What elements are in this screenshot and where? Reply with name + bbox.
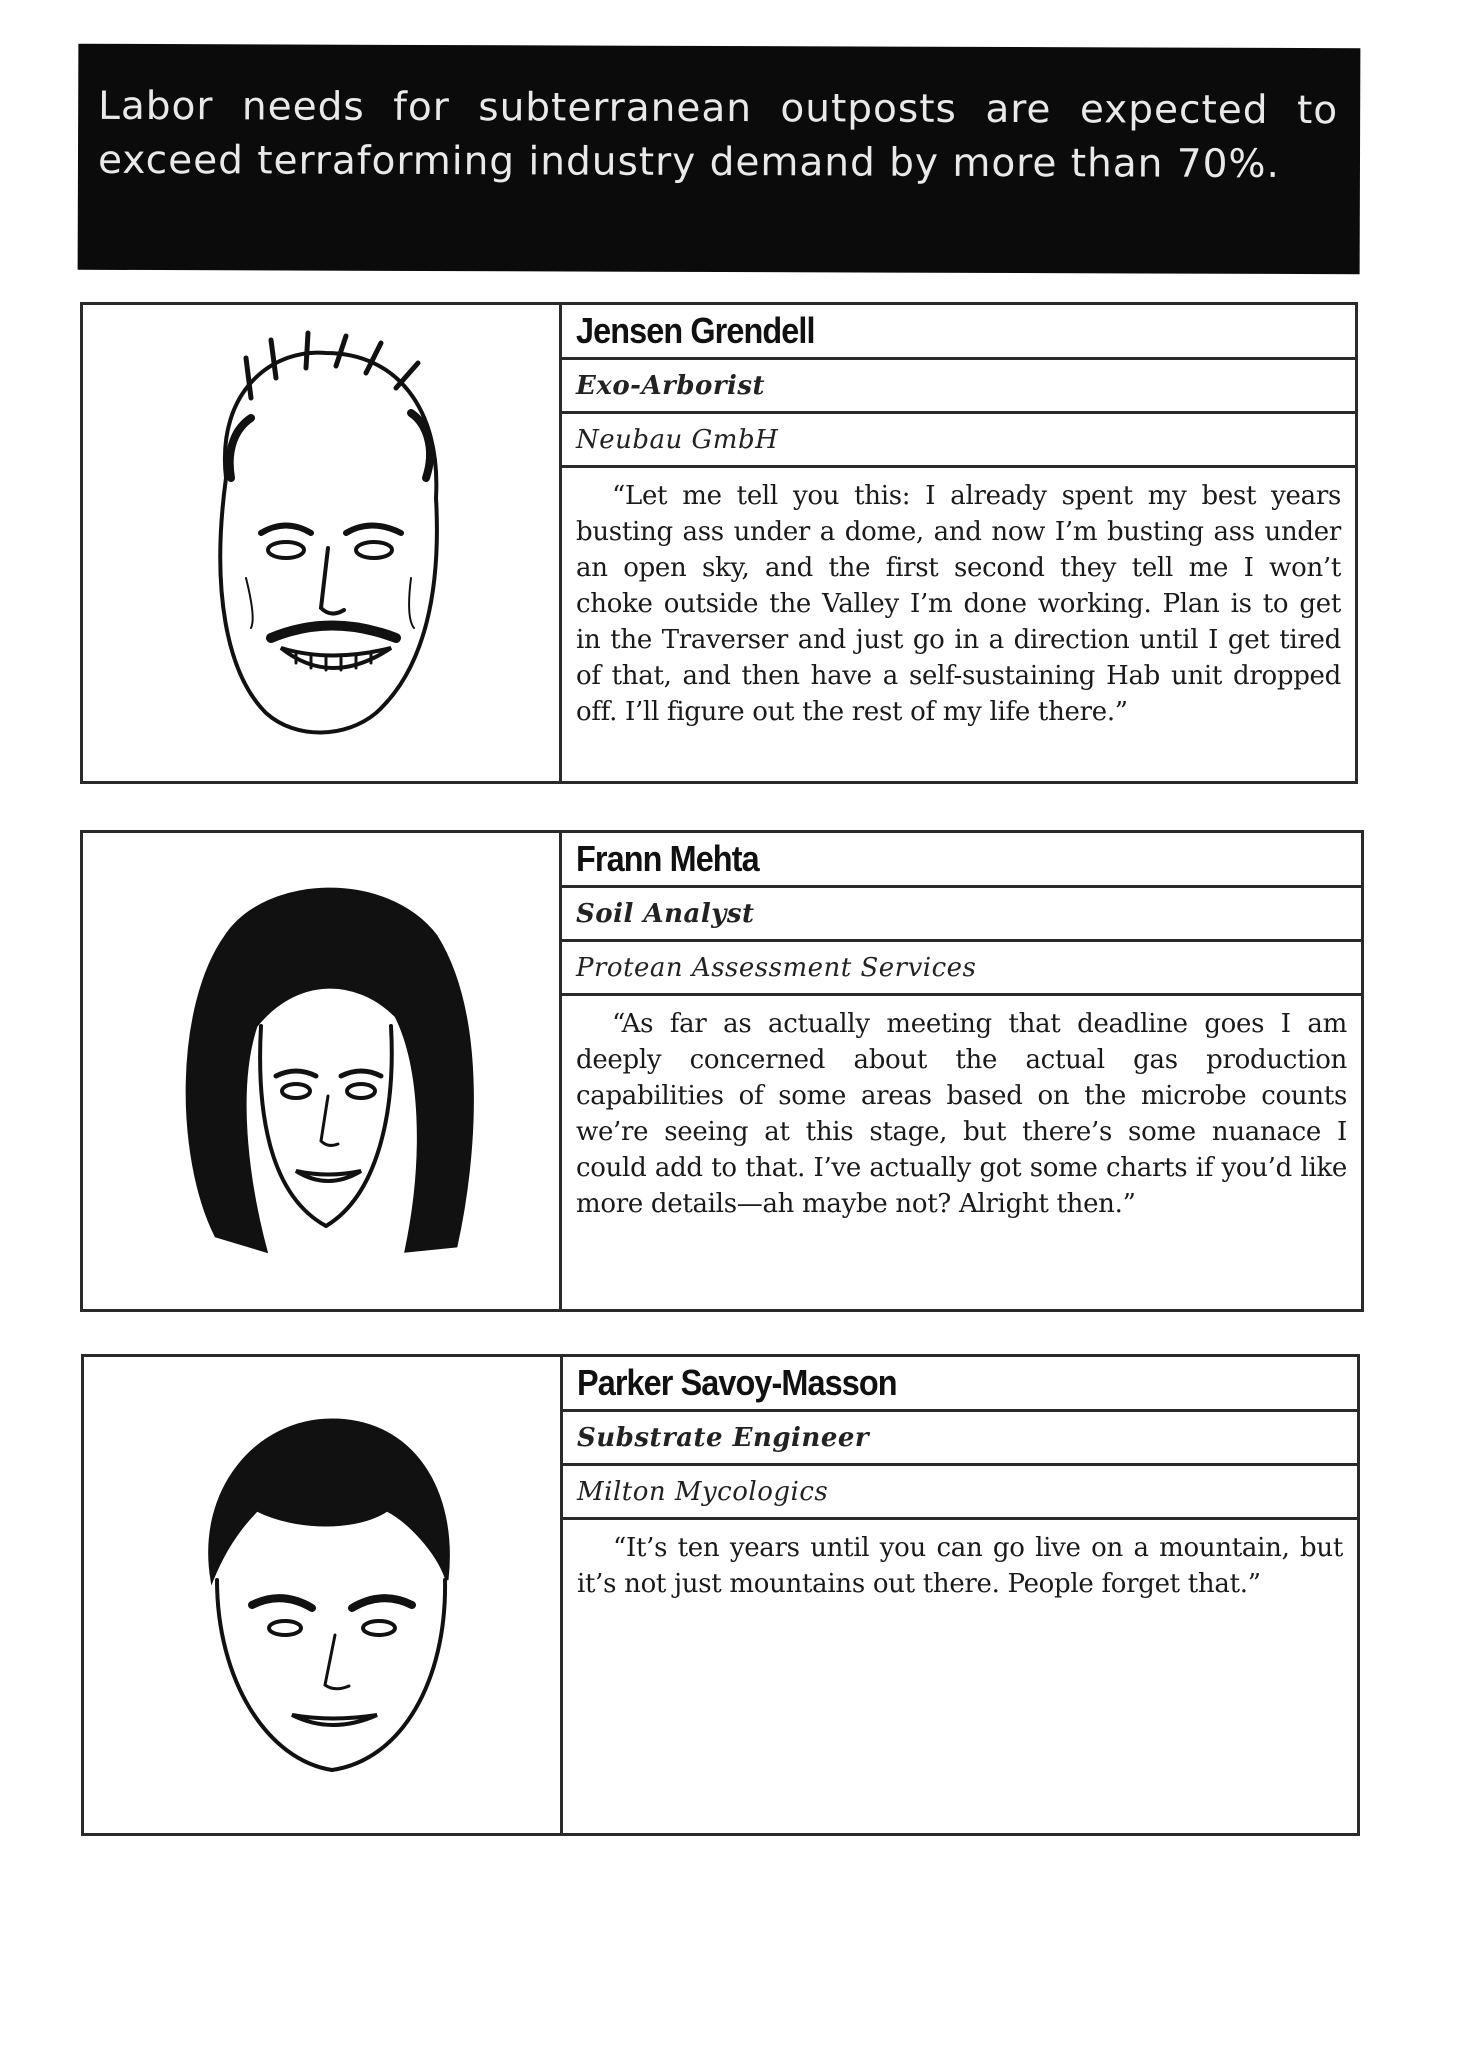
profile-card-mehta <box>80 830 1364 1312</box>
name-row <box>563 1357 1357 1412</box>
person-name: Parker Savoy-Masson <box>577 1362 897 1403</box>
quote-text <box>562 996 1361 1222</box>
banner-text: Labor needs for subterranean outposts are expected to exceed terraforming industry demand by more than 70%. <box>97 83 1339 187</box>
title-row <box>562 888 1361 942</box>
profile-info <box>562 833 1361 1309</box>
portrait-sketch <box>84 1357 563 1833</box>
quote-body: “As far as actually meeting that deadline goes I am deeply concerned about the actual gas production capabilities of some areas based on the microbe counts we’re seeing at this stage, but there’s some nuanace I could add to that. I’ve actually got some charts if you’d like more details—ah maybe not? Alright then.” <box>576 1009 1347 1219</box>
profile-info <box>563 1357 1357 1833</box>
company-row <box>562 414 1355 468</box>
title-row <box>563 1412 1357 1466</box>
job-title: Soil Analyst <box>576 898 755 929</box>
profile-card-savoy-masson <box>81 1354 1360 1836</box>
portrait-sketch <box>83 305 562 781</box>
person-name: Frann Mehta <box>576 838 759 879</box>
portrait-sketch <box>83 833 562 1309</box>
portrait-grendell-illustration <box>156 328 486 758</box>
portrait-savoy-masson-illustration <box>157 1380 487 1810</box>
company-row <box>563 1466 1357 1520</box>
name-row <box>562 305 1355 360</box>
headline-banner <box>78 44 1361 274</box>
title-row <box>562 360 1355 414</box>
profile-info <box>562 305 1355 781</box>
profile-card-grendell <box>80 302 1358 784</box>
job-title: Substrate Engineer <box>577 1422 870 1453</box>
company-name: Milton Mycologics <box>577 1476 829 1507</box>
name-row <box>562 833 1361 888</box>
company-name: Protean Assessment Services <box>576 952 977 983</box>
job-title: Exo-Arborist <box>576 370 766 401</box>
portrait-mehta-illustration <box>156 856 486 1286</box>
quote-text <box>562 468 1355 730</box>
person-name: Jensen Grendell <box>576 310 815 351</box>
quote-body: “Let me tell you this: I already spent my best years busting ass under a dome, and now I’m busting ass under an open sky, and the first second they tell me I won’t choke outside the Valley I’m done working. Plan is to get in the Traverser and just go in a direction until I get tired of that, and then have a self-sustaining Hab unit dropped off. I’ll figure out the rest of my life there.” <box>576 481 1341 727</box>
quote-text <box>563 1520 1357 1602</box>
company-row <box>562 942 1361 996</box>
quote-body: “It’s ten years until you can go live on a mountain, but it’s not just mountains out there. People forget that.” <box>577 1533 1343 1599</box>
company-name: Neubau GmbH <box>576 424 779 455</box>
